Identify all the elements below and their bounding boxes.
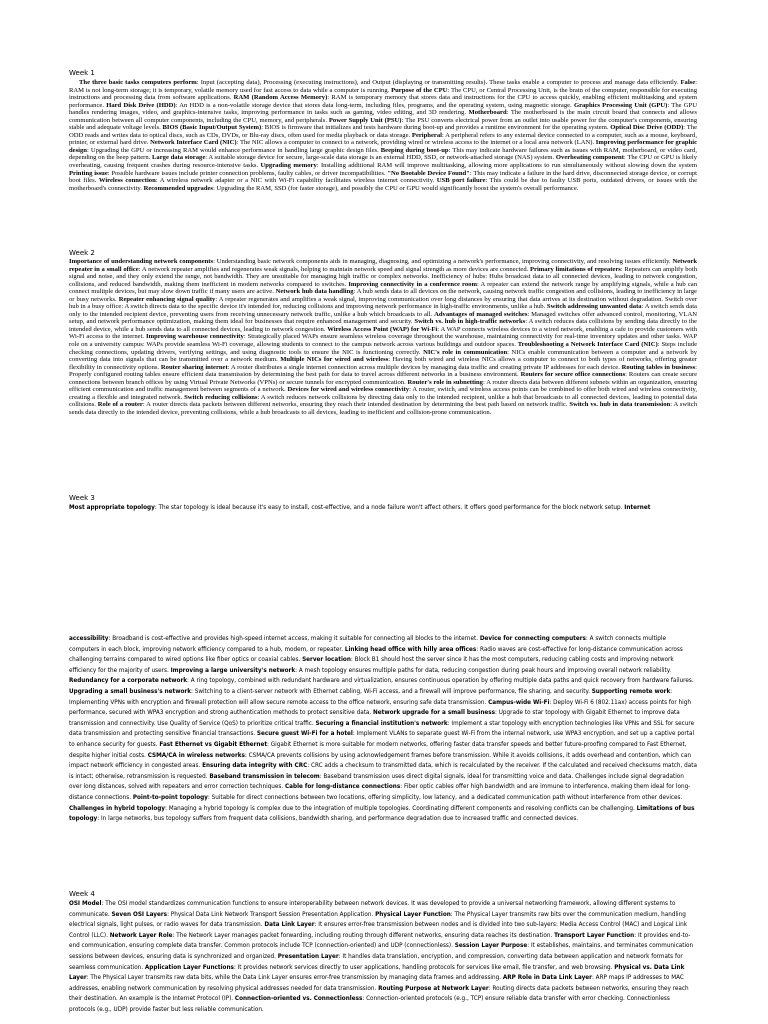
entry-term: Fast Ethernet vs Gigabit Ethernet: [159, 741, 268, 748]
entry-term: Improving a large university's network: [170, 667, 296, 674]
entry-text: : A suitable storage device for secure, large-scale data storage is an external HDD, SSD, or network-attached storage (NAS) system.: [205, 154, 556, 162]
entry-term: BIOS (Basic Input/Output System): [162, 124, 262, 132]
entry-text: : The CPU or GPU is likely overheating, causing frequent crashes during resource-intensive tasks.: [69, 154, 697, 170]
entry-term: Graphics Processing Unit (GPU): [573, 101, 668, 109]
entry-term: Campus-wide Wi-Fi: [488, 699, 550, 706]
entry-term: Challenges in hybrid topology: [69, 805, 166, 812]
entry-text: : It provides network services directly to user applications, handling protocols for services like email, file transfer, and web browsing.: [233, 964, 615, 971]
entry-term: Importance of understanding network components: [69, 258, 214, 265]
entry-text: : A switch connects multiple computers in each block, improving network efficiency compared to a hub, modem, or repeater.: [69, 636, 666, 653]
entry-term: OSI Model: [69, 901, 102, 907]
entry-term: CSMA/CA in wireless networks: [147, 752, 245, 759]
entry-text: : Upgrading the GPU or increasing RAM would enhance performance in handling large graphic design files.: [86, 146, 381, 154]
entry-text: : A repeater regenerates and amplifies a weak signal, improving communication over long distances by ensuring that data arrives at its destination without degradation. Switch over hub in a busy office: A switch directs data to the specific device it's intended for, reducing collisions and improving network performance in high-traffic environments, unlike a hub.: [69, 295, 698, 311]
entry-term: The three basic tasks computers perform: [79, 79, 197, 86]
entry-term: Physical Layer Function: [375, 911, 451, 918]
entry-text: : The Physical Layer transmits raw data bits, while the Data Link Layer ensures error-free transmission by managing data frames and addressing.: [86, 975, 503, 982]
entry-term: Purpose of the CPU: [391, 86, 448, 94]
entry-text: : It establishes, maintains, and terminates communication sessions between devices, ensuring data is synchronized and organized.: [69, 943, 694, 960]
entry-term: Transport Layer Function: [554, 932, 635, 939]
entry-text: : Routing directs data packets between networks, ensuring they reach their destination. An example is the Internet Protocol (IP).: [69, 985, 689, 1003]
week1-heading: Week 1: [69, 69, 95, 77]
document-page: [69, 0, 699, 1024]
entry-text: : Physical Data Link Network Transport Session Presentation Application.: [167, 911, 376, 918]
entry-term: Motherboard: [468, 109, 507, 117]
entry-text: : This could be due to faulty USB ports, outdated drivers, or issues with the motherboard's connectivity.: [69, 177, 697, 192]
entry-text: : A switch sends data only to the intended recipient device, preventing users from receiving unnecessary network traffic, unlike a hub which broadcasts to all.: [69, 303, 697, 318]
entry-term: Improving performance for graphic design: [69, 139, 697, 154]
entry-text: : The OSI model standardizes communication functions to ensure interoperability between network devices. It was developed to provide a universal networking framework, allowing different systems to communicate.: [69, 901, 676, 918]
entry-term: Role of a router: [97, 401, 143, 409]
entry-text: : Radio waves are cost-effective for long-distance communication across challenging terrains compared to wired options like fiber optics or coaxial cables.: [69, 646, 683, 664]
entry-term: Printing issue: [69, 169, 108, 177]
entry-text: : Connection-oriented protocols (e.g., TCP) ensure reliable data transfer with error checking. Connectionless protocols (e.g., UDP) provide faster but less reliable communication.: [69, 996, 670, 1013]
entry-term: Primary limitations of repeaters: [530, 265, 621, 273]
entry-text: : This may indicate a failure in the hard drive, disconnected storage device, or corrupt boot files.: [69, 169, 697, 185]
entry-text: : BIOS is firmware that initializes and tests hardware during boot-up and provides a runtime environment for the operating system.: [261, 124, 611, 132]
entry-text: : It ensures error-free transmission between nodes and is divided into two sub-layers: Media Access Control (MAC) and Logical Link Control (LLC).: [69, 922, 688, 939]
entry-term: Application Layer Functions: [144, 964, 234, 971]
entry-term: Upgrading memory: [260, 162, 317, 170]
entry-text: : ARP maps IP addresses to MAC addresses, enabling network communication by resolving physical addresses needed for data transmission.: [69, 975, 684, 992]
entry-text: : Suitable for direct connections between two locations, offering simplicity, low latency, and a dedicated communication path without interference from other devices.: [207, 794, 683, 801]
entry-text: : RAM is not long-term storage; it is temporary, volatile memory used for fast access to data while a computer is running.: [69, 79, 697, 94]
entry-text: : Managing a hybrid topology is complex due to the integration of multiple topologies. Coordinating different components and resolving conflicts can be challenging.: [165, 805, 637, 812]
entry-text: : A WAP connects wireless devices to a wired network, enabling a cafe to provide customers with Wi-Fi access to the internet.: [69, 325, 698, 341]
entry-term: Baseband transmission in telecom: [209, 773, 320, 780]
entry-term: Power Supply Unit (PSU): [328, 116, 402, 124]
entry-text: : A router, switch, and wireless access points can be combined to offer both wired and wireless connectivity, creating a flexible and integrated network.: [69, 386, 697, 401]
entry-text: : Strategically placed WAPs ensure seamless wireless coverage throughout the warehouse, maintaining connectivity for real-time inventory updates and other tasks. WAP role on a university campus: WAPs provide seamless Wi-Fi coverage, allowing students to connect to the campus network across various buildings and outdoor spaces.: [69, 333, 697, 349]
entry-text: : The ODD reads and writes data to optical discs, such as CDs, DVDs, or Blu-ray discs, often used for media playback or data storage.: [69, 124, 697, 139]
entry-term: Point-to-point topology: [132, 794, 208, 801]
entry-term: Optical Disc Drive (ODD): [610, 124, 684, 132]
entry-term: USB port failure: [436, 177, 486, 185]
entry-term: Troubleshooting a Network Interface Card (NIC): [517, 341, 658, 349]
entry-term: Router sharing internet: [160, 363, 228, 371]
entry-text: : A router directs data packets between different networks, ensuring they reach their intended destination by determining the best path based on network traffic.: [142, 401, 570, 409]
entry-text: : Input (accepting data), Processing (executing instructions), and Output (displaying or transmitting results). These tasks enable a computer to process and manage data efficiently.: [196, 79, 681, 86]
week3-heading: Week 3: [69, 494, 95, 502]
entry-text: : A wireless network adapter or a NIC with Wi-Fi capability facilitates wireless internet connectivity.: [155, 177, 437, 185]
entry-text: : A ring topology, combined with redundant hardware and virtualization, ensures continuous operation by offering multiple data paths and quick recovery from hardware failures.: [187, 678, 694, 685]
entry-text: : Routers can create secure connections between branch offices by using Virtual Private Networks (VPNs) or secure tunnels for encrypted communication.: [69, 371, 697, 386]
entry-text: : Deploy Wi-Fi 6 (802.11ax) access points for high performance, secured with WPA3 encryption and strong authentication methods to protect sensitive data.: [69, 699, 691, 717]
entry-term: Hard Disk Drive (HDD): [106, 101, 176, 109]
entry-term: Network Interface Card (NIC): [150, 139, 237, 147]
entry-term: Cable for long-distance connections: [285, 784, 401, 791]
entry-text: : The GPU handles rendering images, video, and graphics-intensive tasks, improving performance in tasks such as gaming, video editing, and 3D rendering.: [69, 101, 697, 117]
entry-text: : A peripheral refers to any external device connected to a computer, such as a mouse, keyboard, printer, or external hard drive.: [69, 131, 697, 147]
entry-text: : Installing additional RAM will improve multitasking, allowing more applications to run simultaneously without slowing down the system: [316, 162, 697, 170]
entry-text: : Properly configured routing tables ensure efficient data transmission by determining the best path for data to travel across different networks in a business environment.: [69, 363, 697, 379]
entry-text: : The NIC allows a computer to connect to a network, providing wired or wireless access to the internet or a local area network (LAN).: [236, 139, 596, 147]
entry-text: : CSMA/CA prevents collisions by using acknowledgement frames before transmission. While it avoids collisions, it adds overhead and contention, which can impact network efficiency in congested areas.: [69, 752, 691, 770]
entry-term: Device for connecting computers: [479, 636, 586, 642]
week3-first-line: [69, 504, 699, 513]
entry-text: : Baseband transmission uses direct digital signals, ideal for transmitting voice and data. Challenges include signal degradation over long distances, solved with repeaters and error correction techniques.: [69, 773, 684, 791]
entry-term: Secure guest Wi-Fi for a hotel: [256, 731, 353, 738]
entry-term: Wireless connection: [98, 177, 156, 185]
week2-heading: Week 2: [69, 249, 95, 257]
entry-text: : Repeaters can amplify both signal and noise, and they only extend the range, not bandwidth. They are unsuitable for managing high traffic or complex networks. Inefficiency of hubs: Hubs broadcast data to all connected devices, leading to network congestion, collisions, and reduced bandwidth, making them inefficient in modern networks compared to switches.: [69, 265, 697, 288]
entry-term: Seven OSI Layers: [111, 911, 168, 918]
week3-first-term: Most appropriate topology: [69, 505, 155, 511]
entry-text: : Block B1 should host the server since it has the most computers, reducing cabling costs and improving network efficiency for the majority of users.: [69, 657, 674, 674]
entry-text: : Switching to a client-server network with Ethernet cabling, Wi-Fi access, and a firewall will improve performance, file sharing, and security.: [190, 688, 592, 695]
entry-text: : Having both wired and wireless NICs allows a computer to connect to both types of networks, offering greater flexibility in connectivity options.: [69, 356, 698, 371]
entry-term: Presentation Layer: [277, 953, 339, 960]
entry-term: Recommended upgrades: [143, 184, 213, 192]
entry-text: : A network repeater amplifies and regenerates weak signals, helping to maintain network speed and signal strength as more devices are connected.: [138, 265, 531, 273]
entry-term: Limitations of bus topology: [69, 805, 695, 823]
entry-term: Securing a financial institution's network: [315, 720, 448, 727]
entry-term: Switch addressing unwanted data: [546, 303, 642, 311]
entry-term: Devices for wired and wireless connectivity: [287, 386, 410, 394]
entry-term: Network Layer Role: [109, 932, 173, 939]
entry-term: Session Layer Purpose: [454, 943, 528, 950]
entry-text: : A switch reduces network collisions by directing data only to the intended recipient, unlike a hub that broadcasts to all connected devices, leading to potential data collisions.: [69, 393, 697, 409]
entry-term: Switch vs. hub in high-traffic networks: [414, 318, 526, 326]
entry-text: : A mesh topology ensures multiple paths for data, reducing congestion during peak hours and improving overall network reliability.: [295, 667, 672, 674]
entry-term: ARP Role in Data Link Layer: [502, 975, 592, 982]
entry-text: : Broadband is cost-effective and provides high-speed internet access, making it suitable for connecting all blocks to the internet.: [108, 636, 480, 642]
entry-term: Network upgrade for a small business: [373, 710, 496, 717]
entry-term: Wireless Access Point (WAP) for Wi-Fi: [327, 325, 438, 333]
week3-first-trailing-term: Internet: [624, 505, 651, 511]
week3-body: [69, 634, 697, 825]
entry-text: : NICs enable communication between a computer and a network by converting data into signals that can be transmitted over a network medium.: [69, 348, 698, 364]
entry-term: False: [680, 79, 696, 86]
entry-text: : Gigabit Ethernet is more suitable for modern networks, offering faster data transfer speeds and better future-proofing compared to Fast Ethernet, despite higher initial costs.: [69, 741, 687, 759]
entry-term: Improving warehouse connectivity: [146, 333, 244, 341]
entry-text: : A repeater can extend the network range by amplifying signals, while a hub can connect multiple devices, but may slow down traffic if many users are active.: [69, 280, 698, 296]
entry-text: : CRC adds a checksum to transmitted data, which is recalculated by the receiver. If the calculated and received checksums match, data is intact; otherwise, retransmission is requested.: [69, 763, 697, 780]
entry-term: Beeping during boot-up: [380, 146, 449, 154]
entry-term: Advantages of managed switches: [434, 310, 528, 318]
entry-text: : Possible hardware issues include printer connection problems, faulty cables, or driver incompatibilities.: [107, 169, 388, 177]
entry-term: "No Bootable Device Found": [387, 169, 470, 177]
week2-entries: [69, 258, 697, 416]
entry-text: : It provides end-to-end communication, ensuring complete data transfer. Common protocols include TCP (connection-oriented) and UDP (connectionless).: [69, 932, 691, 950]
entry-term: Supporting remote work: [591, 688, 671, 695]
entry-term: Redundancy for a corporate network: [69, 678, 188, 685]
entry-term: RAM (Random Access Memory): [233, 94, 328, 102]
entry-text: : This may indicate hardware failures such as issues with RAM, motherboard, or video card, depending on the beep pattern.: [69, 146, 697, 162]
entry-term: Routers for secure office connections: [520, 371, 626, 379]
entry-term: Peripheral: [411, 131, 442, 139]
week1-body: [69, 79, 697, 192]
entry-term: accessibility: [69, 636, 109, 642]
entry-term: NIC's role in communication: [423, 348, 508, 356]
entry-text: : The PSU converts electrical power from an outlet into usable power for the computer's components, ensuring stable and adequate voltage levels.: [69, 116, 697, 132]
entry-term: Data Link Layer: [264, 922, 315, 929]
week2-body: [69, 258, 697, 416]
entry-term: Switch vs. hub in data transmission: [569, 401, 671, 409]
entry-term: Overheating component: [555, 154, 624, 162]
entry-text: : Upgrade to star topology with Gigabit Ethernet to improve data transmission and connectivity. Use Quality of Service (QoS) to prioritize critical traffic.: [69, 710, 680, 727]
week1-entries: [69, 79, 697, 192]
entry-term: Router's role in subnetting: [407, 378, 483, 386]
entry-term: Server location: [302, 657, 351, 664]
week3-first-text: : The star topology is ideal because it's easy to install, cost-effective, and a node failure won't affect others. It offers good performance for the block network setup.: [154, 505, 625, 511]
entry-term: Connection-oriented vs. Connectionless: [234, 996, 363, 1003]
entry-term: Routing Purpose at Network Layer: [378, 985, 489, 992]
entry-term: Large data storage: [152, 154, 206, 162]
entry-text: : A hub sends data to all devices on the network, causing network traffic congestion and collisions, leading to inefficiency in large or busy networks.: [69, 288, 697, 303]
entry-term: Improving connectivity in a conference room: [348, 280, 477, 288]
entry-text: : Implementing VPNs with encryption and firewall protection will allow secure remote access to the office network, ensuring safe data transmission.: [69, 688, 673, 706]
entry-text: : The Network Layer manages packet forwarding, including routing through different networks, ensuring data reaches its destination.: [172, 932, 555, 939]
entry-text: : In large networks, bus topology suffers from frequent data collisions, bandwidth sharing, and performance degradation due to increased traffic and connected devices.: [97, 816, 579, 823]
entry-text: : It handles data translation, encryption, and compression, converting data between application and network formats for seamless communication.: [69, 953, 683, 971]
entry-term: Switch reducing collisions: [184, 393, 258, 401]
entry-text: : A router distributes a single internet connection across multiple devices by managing data traffic and creating private IP addresses for each device.: [227, 363, 622, 371]
entry-text: : Steps include checking connections, updating drivers, verifying settings, and using diagnostic tools to ensure the NIC is functioning correctly.: [69, 341, 698, 356]
entry-text: : A router directs data between different subnets within an organization, ensuring efficient communication and traffic management between segments of a network.: [69, 378, 697, 394]
entry-text: : Implement a star topology with encryption technologies like VPNs and SSL for secure data transmission and protecting sensitive financial transactions.: [69, 720, 695, 738]
entry-text: : A switch sends data directly to the intended device, preventing collisions, while a hub broadcasts to all devices, leading to inefficient and collision-prone communication.: [69, 401, 698, 416]
entry-term: Network hub data handling: [275, 288, 354, 296]
week4-body: [69, 899, 697, 1016]
entry-term: Ensuring data integrity with CRC: [202, 763, 308, 770]
entry-text: : The Physical Layer transmits raw bits over the communication medium, handling electrical signals, light pulses, or radio waves for data transmission.: [69, 911, 686, 929]
week4-entries: [69, 901, 693, 1013]
entry-text: : The CPU, or Central Processing Unit, is the brain of the computer, responsible for executing instructions and processing data from software applications.: [69, 86, 697, 102]
entry-term: Network repeater in a small office: [69, 258, 697, 273]
entry-term: Routing tables in business: [621, 363, 696, 371]
entry-text: : RAM is temporary memory that stores data and instructions for the CPU to access quickly, enabling efficient multitasking and system performance.: [69, 94, 697, 109]
entry-term: Linking head office with hilly area offices: [344, 646, 477, 653]
entry-term: Physical vs. Data Link Layer: [69, 964, 685, 982]
entry-text: : An HDD is a non-volatile storage device that stores data long-term, including files, programs, and the operating system, using magnetic storage.: [175, 101, 574, 109]
entry-text: : Understanding basic network components aids in managing, diagnosing, and optimizing a network's performance, improving connectivity, and resolving issues efficiently.: [213, 258, 673, 265]
entry-term: Repeater enhancing signal quality: [118, 295, 216, 303]
entry-text: : A switch reduces data collisions by sending data directly to the intended device, while a hub sends data to all connected devices, leading to network congestion.: [69, 318, 697, 333]
entry-text: : Upgrading the RAM, SSD (for faster storage), and possibly the CPU or GPU would significantly boost the system's overall performance.: [212, 184, 579, 192]
entry-text: : Implement VLANs to separate guest Wi-Fi from the internal network, use WPA3 encryption, and set up a captive portal to enhance security for guests.: [69, 731, 695, 748]
entry-term: Multiple NICs for wired and wireless: [280, 356, 389, 364]
entry-text: : Fiber optic cables offer high bandwidth and are immune to interference, making them ideal for long-distance connections.: [69, 784, 691, 801]
entry-term: Upgrading a small business's network: [69, 688, 191, 695]
week4-heading: Week 4: [69, 890, 95, 898]
week3-entries: [69, 636, 697, 822]
entry-text: : The motherboard is the main circuit board that connects and allows communication between all computer components, including the CPU, memory, and peripherals.: [69, 109, 697, 124]
entry-text: : Managed switches offer advanced control, monitoring, VLAN setup, and network performance optimization, making them ideal for businesses that require enhanced management and security.: [69, 310, 697, 326]
